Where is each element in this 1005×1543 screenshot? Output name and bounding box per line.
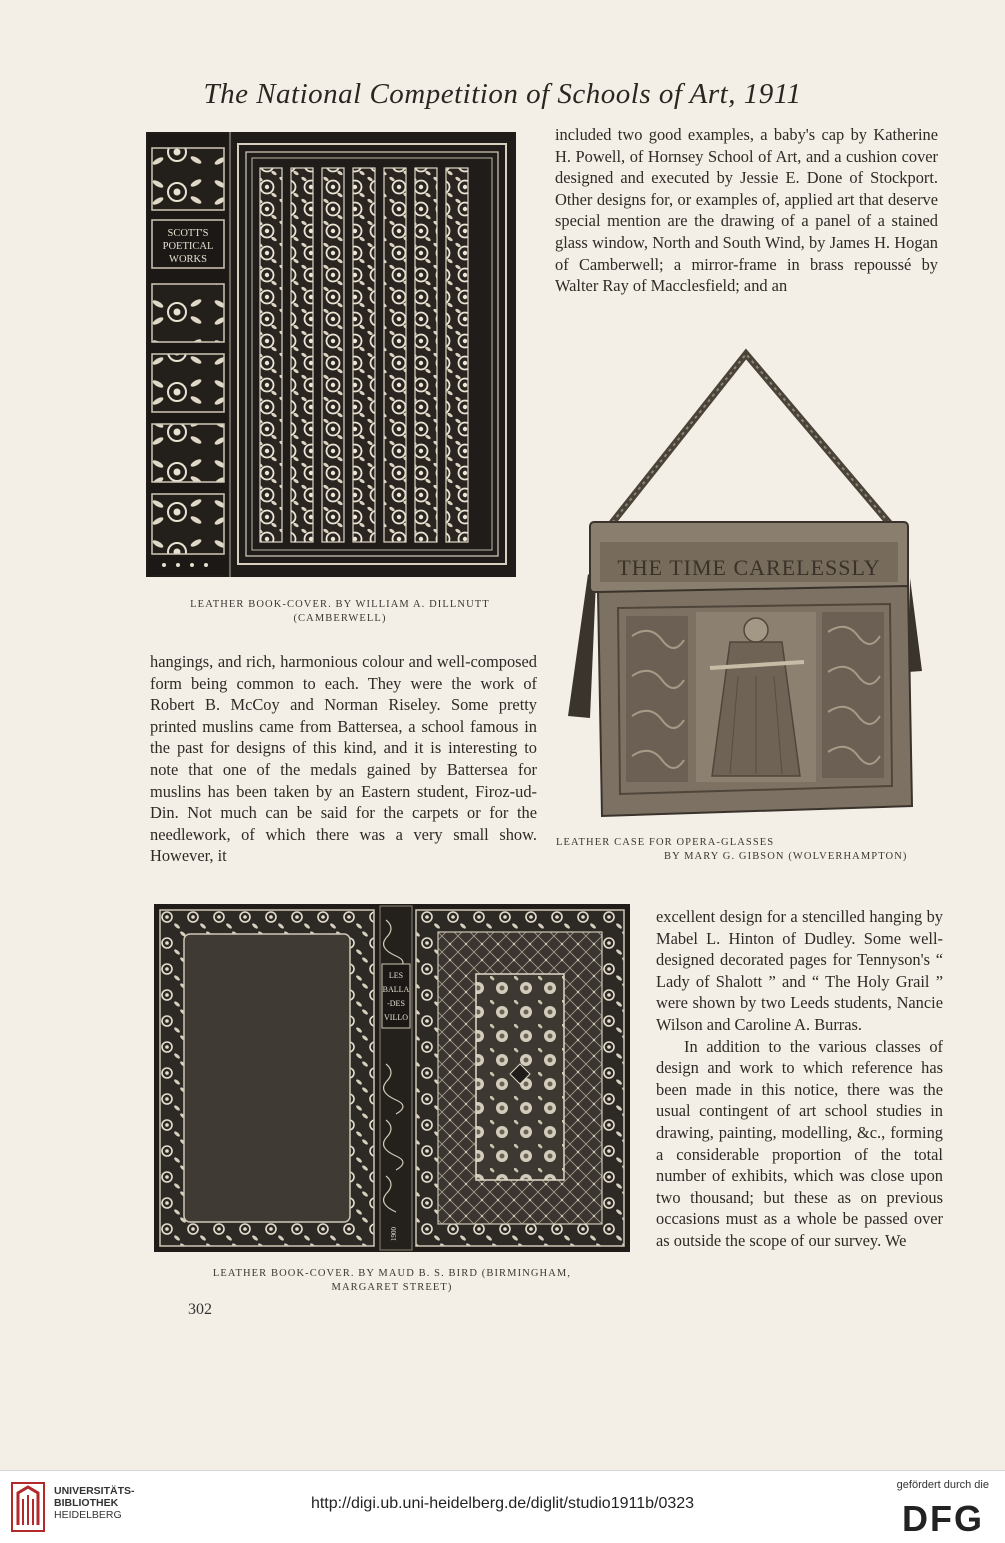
caption-line: BY MARY G. GIBSON (WOLVERHAMPTON) (664, 851, 908, 862)
body-text-left-middle (150, 651, 537, 867)
paragraph: hangings, and rich, harmonious colour and well-composed form being common to each. They were the work of Robert B. McCoy and Norman Riseley. Some pretty printed muslins came from Battersea, a school famous in the past for designs of this kind, and it is interesting to note that one of the medals gained by Battersea for muslins has been taken by an Eastern student, Firoz-ud-Din. Not much can be said for the carpets or for the needlework, of which there was a very small show. However, it (150, 652, 537, 866)
library-name-line: BIBLIOTHEK (54, 1497, 119, 1509)
paragraph: included two good examples, a baby's cap by Katherine H. Powell, of Hornsey School of Art, and a cushion cover designed and executed by Jessie E. Done of Stockport. Other designs for, or examples of, applied art that deserve special mention are the drawing of a panel of a stained glass window, North and South Wind, by James H. Hogan of Camberwell; a mirror-frame in brass repoussé by Walter Ray of Macclesfield; and an (555, 125, 938, 296)
caption-line: LEATHER BOOK-COVER. BY MAUD B. S. BIRD (BIRMINGHAM, (212, 1268, 572, 1279)
caption-line: LEATHER BOOK-COVER. BY WILLIAM A. DILLNUTT (190, 599, 490, 610)
spine-title-line: LES (388, 971, 404, 980)
figure-leather-book-cover-dillnutt (146, 132, 516, 577)
spine-title-line: WORKS (169, 254, 207, 265)
library-name-line: HEIDELBERG (54, 1509, 122, 1521)
library-name-line: UNIVERSITÄTS- (54, 1485, 135, 1497)
figure-caption (160, 598, 520, 626)
spine-title (163, 228, 214, 265)
body-text-bottom-right (656, 906, 943, 1252)
funded-by-label: gefördert durch die (896, 1479, 989, 1491)
dfg-logo-text: DFG (902, 1499, 984, 1535)
spine-title-line: VILLO (384, 1013, 408, 1022)
document-url-link[interactable]: http://digi.ub.uni-heidelberg.de/diglit/studio1911b/0323 (310, 1495, 695, 1512)
caption-line: LEATHER CASE FOR OPERA-GLASSES (556, 837, 775, 848)
figure-leather-book-cover-bird (154, 904, 630, 1252)
spine-title-line: POETICAL (162, 241, 214, 252)
caption-line: (CAMBERWELL) (293, 613, 387, 624)
spine-title-line: BALLA (382, 985, 410, 994)
spine-title-line: -DES (387, 999, 405, 1008)
spine-date: 1900 (390, 1227, 398, 1241)
paragraph: In addition to the various classes of design and work to which reference has been made in this notice, there was the usual contingent of art school studies in drawing, painting, modelling, &c., forming a considerable proportion of the total number of exhibits, which was close upon two thousand; but these as on previous occasions must as a whole be passed over as outside the scope of our survey. We (656, 1036, 943, 1250)
figure-caption (556, 836, 936, 864)
figure-leather-opera-glasses-case (560, 346, 938, 826)
dfg-logo-icon (895, 1499, 991, 1535)
footer-bar (0, 1470, 1005, 1543)
lid-inscription: THE TIME CARELESSLY (617, 555, 881, 580)
running-header: The National Competition of Schools of Art, 1911 (203, 78, 802, 110)
page-number: 302 (188, 1301, 212, 1318)
body-text-top-right (555, 124, 938, 297)
caption-line: MARGARET STREET) (331, 1282, 453, 1293)
figure-caption (154, 1267, 630, 1295)
spine-title-line: SCOTT'S (167, 228, 209, 239)
paragraph: excellent design for a stencilled hanging by Mabel L. Hinton of Dudley. Some well-designed decorated pages for Tennyson's “ Lady of Shalott ” and “ The Holy Grail ” were shown by two Leeds students, Nancie Wilson and Caroline A. Burras. (656, 907, 943, 1034)
